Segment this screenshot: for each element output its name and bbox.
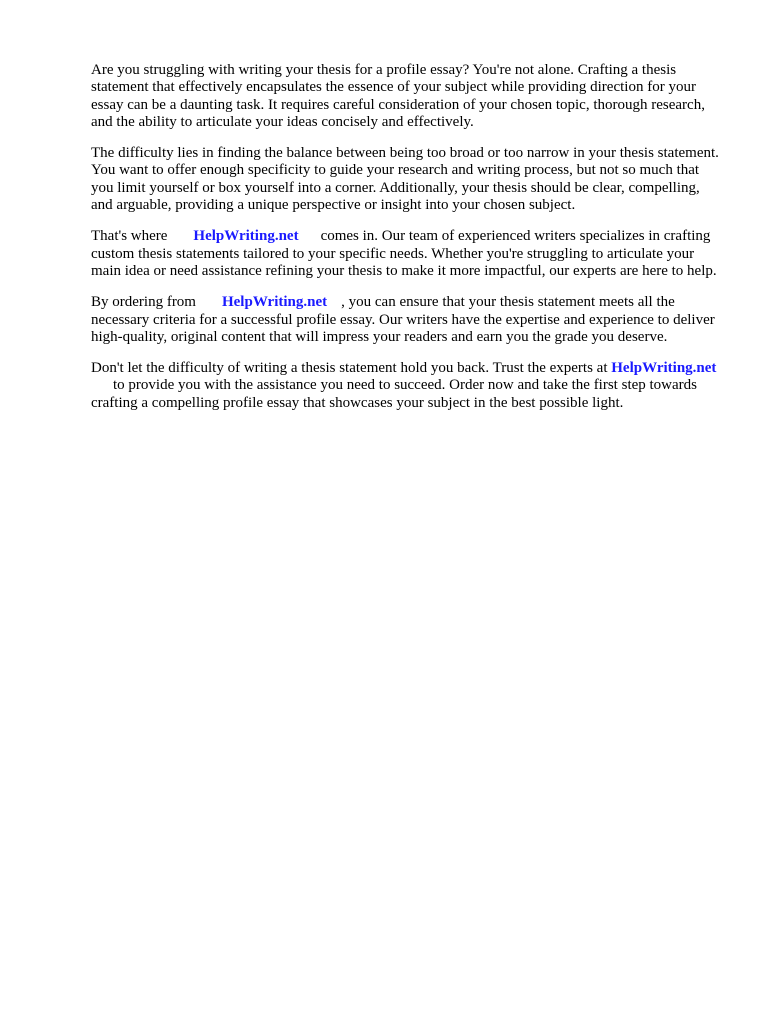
paragraph-closing-rest: to provide you with the assistance you need to succeed. Order now and take the first step towards crafting a compelling profile essay that showcases your subject in the best possible light. <box>91 377 698 411</box>
paragraph-thats-where <box>91 228 721 280</box>
helpwriting-link-3[interactable]: HelpWriting.net <box>611 360 717 377</box>
paragraph-ordering-lead: By ordering from <box>91 294 196 311</box>
paragraph-thats-where-rest: comes in. Our team of experienced writers specializes in crafting custom thesis statements tailored to your specific needs. Whether you're struggling to articulate your main idea or need assistance refining your thesis to make it more impactful, our experts are here to help. <box>91 228 717 279</box>
paragraph-closing-lead: Don't let the difficulty of writing a thesis statement hold you back. Trust the experts at <box>91 360 608 377</box>
document-body <box>91 62 721 426</box>
paragraph-difficulty <box>91 145 721 214</box>
paragraph-intro <box>91 62 721 131</box>
paragraph-thats-where-lead: That's where <box>91 228 168 245</box>
paragraph-closing <box>91 360 721 412</box>
paragraph-ordering-rest: , you can ensure that your thesis statement meets all the necessary criteria for a successful profile essay. Our writers have the expertise and experience to deliver high-quality, original content that will impress your readers and earn you the grade you deserve. <box>91 294 715 345</box>
helpwriting-link-1[interactable]: HelpWriting.net <box>193 228 299 245</box>
paragraph-difficulty-text: The difficulty lies in finding the balance between being too broad or too narrow in your thesis statement. You want to offer enough specificity to guide your research and writing process, but not so much that you limit yourself or box yourself into a corner. Additionally, your thesis should be clear, compelling, and arguable, providing a unique perspective or insight into your chosen subject. <box>91 145 719 214</box>
helpwriting-link-2[interactable]: HelpWriting.net <box>221 294 328 311</box>
paragraph-ordering <box>91 294 721 346</box>
paragraph-intro-text: Are you struggling with writing your thesis for a profile essay? You're not alone. Crafting a thesis statement that effectively encapsulates the essence of your subject while providing direction for your essay can be a daunting task. It requires careful consideration of your chosen topic, thorough research, and the ability to articulate your ideas concisely and effectively. <box>91 62 705 130</box>
